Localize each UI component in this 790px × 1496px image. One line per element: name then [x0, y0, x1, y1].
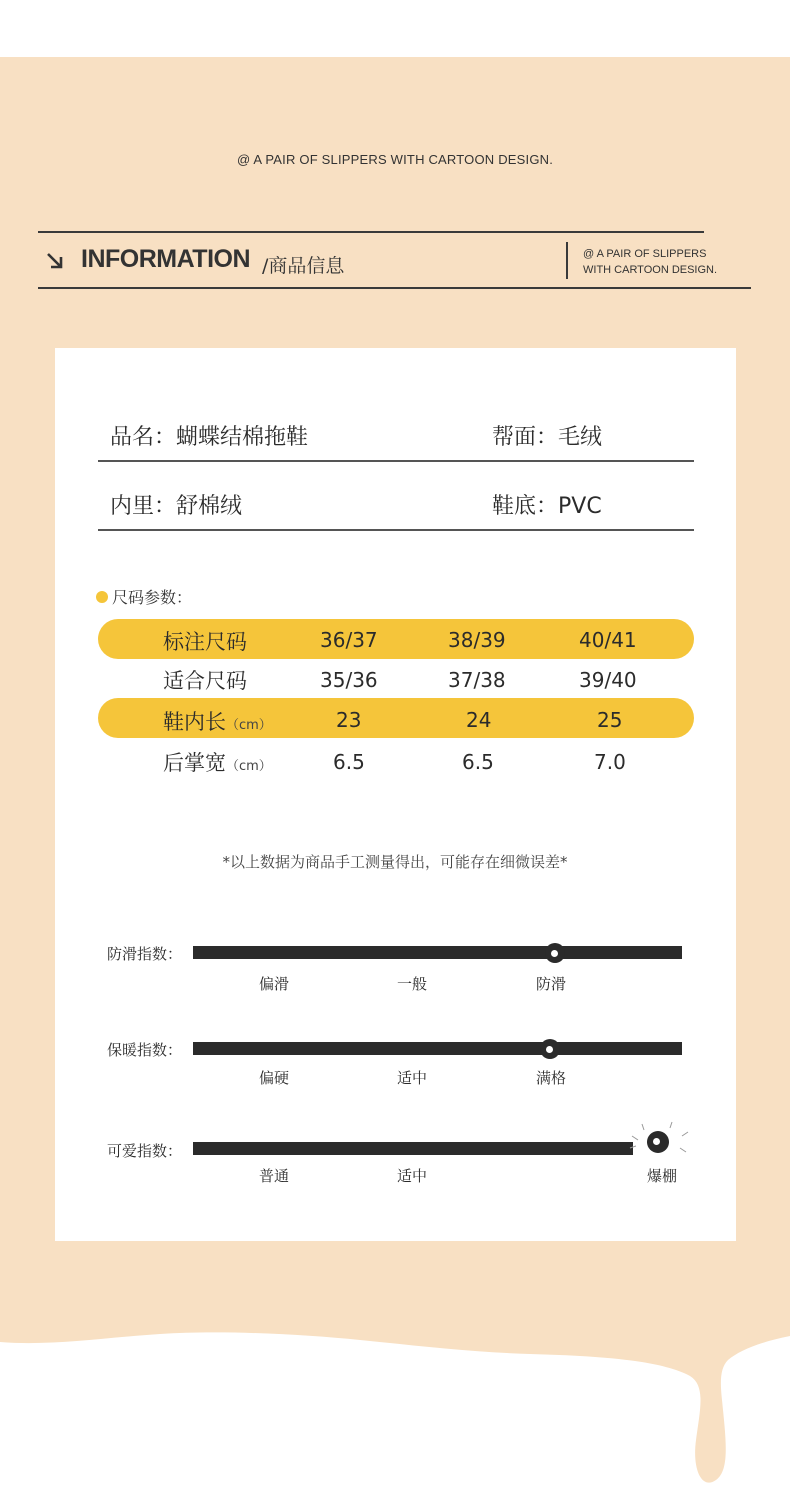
gauge-label-cuteness: 可爱指数： [107, 1142, 183, 1160]
info-small-line1: @ A PAIR OF SLIPPERS [583, 248, 707, 260]
row-label-text: 后掌宽 [163, 751, 226, 775]
gauge-tick: 一般 [397, 975, 428, 993]
table-cell: 24 [466, 708, 492, 732]
gauge-tick: 偏硬 [259, 1069, 290, 1087]
info-title: INFORMATION [81, 245, 251, 273]
gauge-tick: 适中 [397, 1069, 428, 1087]
info-bottom-rule [38, 287, 751, 289]
table-cell: 6.5 [333, 750, 365, 774]
info-small-line2: WITH CARTOON DESIGN. [583, 264, 718, 276]
row-label [163, 747, 272, 777]
table-cell: 40/41 [579, 628, 637, 652]
gauge-label-antislip: 防滑指数： [107, 945, 183, 963]
unit-label: （cm） [226, 759, 272, 774]
tagline: @ A PAIR OF SLIPPERS WITH CARTOON DESIGN. [236, 152, 554, 167]
gauge-marker-antislip [545, 943, 565, 963]
attr-divider [98, 460, 694, 462]
table-cell: 25 [597, 708, 623, 732]
gauge-marker-cuteness [647, 1131, 669, 1153]
info-divider [566, 242, 568, 279]
info-subtitle: /商品信息 [262, 255, 345, 277]
gauge-bar-warmth [193, 1042, 682, 1055]
table-cell: 38/39 [448, 628, 506, 652]
bullet-dot-icon [96, 591, 108, 603]
table-cell: 23 [336, 708, 362, 732]
attr-product-name: 品名：蝴蝶结棉拖鞋 [110, 425, 309, 450]
gauge-label-warmth: 保暖指数： [107, 1041, 183, 1059]
gauge-tick: 防滑 [536, 975, 567, 993]
table-cell: 6.5 [462, 750, 494, 774]
table-cell: 39/40 [579, 668, 637, 692]
table-cell: 37/38 [448, 668, 506, 692]
row-label [163, 706, 272, 736]
gauge-bar-cuteness [193, 1142, 633, 1155]
table-cell: 36/37 [320, 628, 378, 652]
arrow-down-right-icon [44, 250, 66, 272]
unit-label: （cm） [226, 718, 272, 733]
gauge-bar-antislip [193, 946, 682, 959]
gauge-tick: 爆棚 [647, 1167, 678, 1185]
row-label: 标注尺码 [163, 630, 247, 654]
attr-sole: 鞋底：PVC [492, 494, 602, 519]
size-table-title: 尺码参数： [112, 588, 193, 607]
gauge-tick: 普通 [259, 1167, 290, 1185]
attr-upper: 帮面：毛绒 [492, 425, 603, 450]
table-cell: 7.0 [594, 750, 626, 774]
info-small-text [583, 246, 717, 278]
attr-divider [98, 529, 694, 531]
measurement-note: *以上数据为商品手工测量得出，可能存在细微误差* [222, 853, 568, 871]
info-top-rule [38, 231, 704, 233]
info-card [55, 348, 736, 1241]
row-label-text: 鞋内长 [163, 710, 226, 734]
gauge-tick: 偏滑 [259, 975, 290, 993]
row-label: 适合尺码 [163, 669, 247, 693]
drip-decoration [0, 1290, 790, 1496]
table-cell: 35/36 [320, 668, 378, 692]
gauge-tick: 适中 [397, 1167, 428, 1185]
attr-lining: 内里：舒棉绒 [110, 494, 243, 519]
gauge-marker-warmth [540, 1039, 560, 1059]
gauge-tick: 满格 [536, 1069, 567, 1087]
